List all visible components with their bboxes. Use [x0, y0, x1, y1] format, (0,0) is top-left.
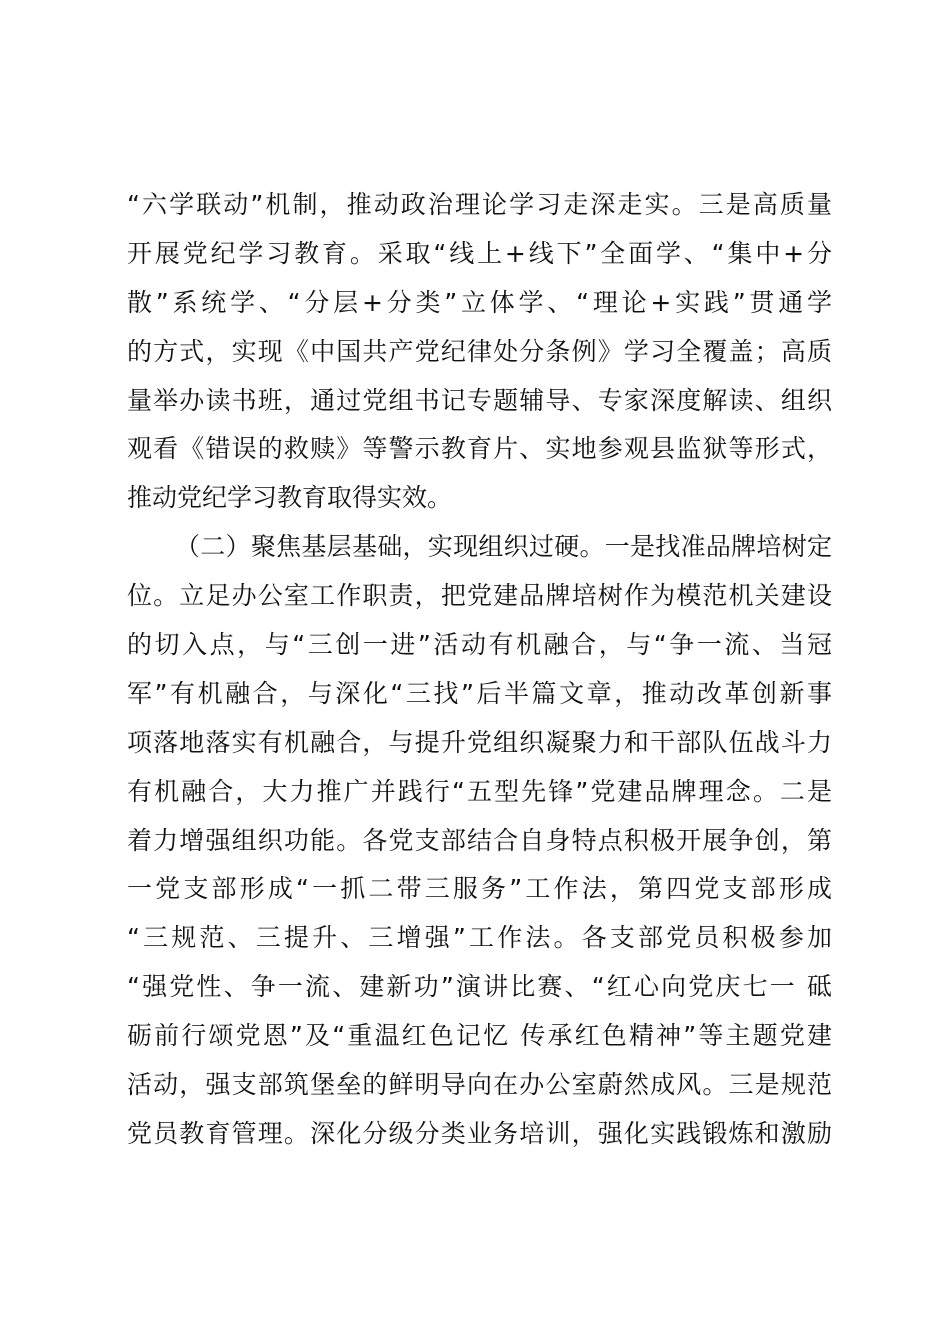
paragraph-2-line-14 — [127, 1159, 832, 1208]
paragraph-2-line-12: 活动，强支部筑堡垒的鲜明导向在办公室蔚然成风。三是规范 — [127, 1070, 832, 1100]
paragraph-1-line-4: 的方式，实现《中国共产党纪律处分条例》学习全覆盖；高质 — [127, 336, 832, 366]
paragraph-2-line-9: “三规范、三提升、三增强”工作法。各支部党员积极参加 — [127, 923, 832, 953]
paragraph-2-line-3: 的切入点，与“三创一进”活动有机融合，与“争一流、当冠 — [127, 630, 832, 660]
paragraph-1-line-5: 量举办读书班，通过党组书记专题辅导、专家深度解读、组织 — [127, 385, 832, 415]
paragraph-1-line-2: 开展党纪学习教育。采取“线上+线下”全面学、“集中+分 — [127, 238, 832, 268]
paragraph-2-line-8: 一党支部形成“一抓二带三服务”工作法，第四党支部形成 — [127, 874, 832, 904]
paragraph-2-line-7: 着力增强组织功能。各党支部结合自身特点积极开展争创，第 — [127, 825, 832, 855]
body-text — [127, 181, 832, 1208]
paragraph-2-line-1: （二）聚焦基层基础，实现组织过硬。一是找准品牌培树定 — [175, 532, 832, 562]
paragraph-2-line-13: 党员教育管理。深化分级分类业务培训，强化实践锻炼和激励 — [127, 1118, 832, 1148]
paragraph-1-line-3: 散”系统学、“分层+分类”立体学、“理论+实践”贯通学 — [127, 287, 832, 317]
paragraph-2-line-2: 位。立足办公室工作职责，把党建品牌培树作为模范机关建设 — [127, 581, 832, 611]
paragraph-1-line-6: 观看《错误的救赎》等警示教育片、实地参观县监狱等形式， — [127, 434, 832, 464]
paragraph-2-line-6: 有机融合，大力推广并践行“五型先锋”党建品牌理念。二是 — [127, 776, 832, 806]
paragraph-1-line-1: “六学联动”机制，推动政治理论学习走深走实。三是高质量 — [127, 190, 832, 219]
paragraph-2-line-11: 砺前行颂党恩”及“重温红色记忆 传承红色精神”等主题党建 — [127, 1021, 832, 1051]
paragraph-2-line-10: “强党性、争一流、建新功”演讲比赛、“红心向党庆七一 砥 — [127, 972, 832, 1002]
paragraph-2-line-4: 军”有机融合，与深化“三找”后半篇文章，推动改革创新事 — [127, 678, 832, 708]
paragraph-1-line-7: 推动党纪学习教育取得实效。 — [127, 483, 453, 513]
paragraph-2-line-5: 项落地落实有机融合，与提升党组织凝聚力和干部队伍战斗力 — [127, 727, 832, 757]
